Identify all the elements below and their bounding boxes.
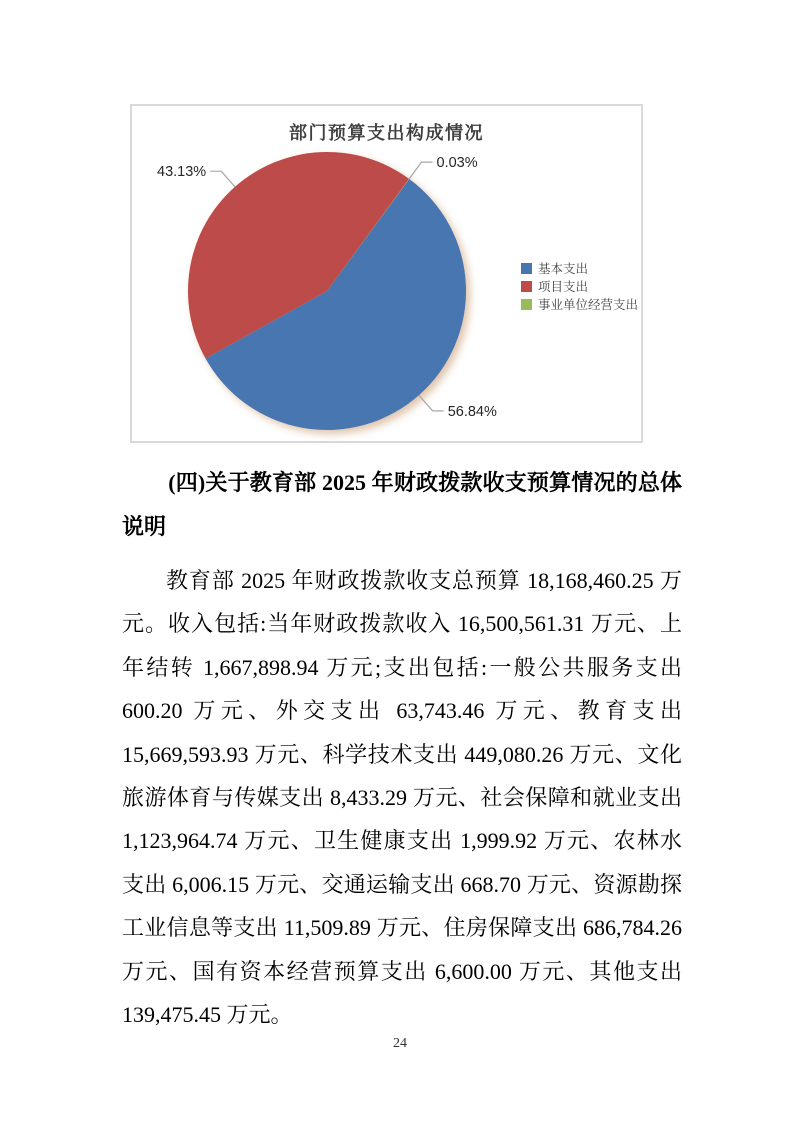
section-body <box>122 461 682 1036</box>
section-paragraph: 教育部 2025 年财政拨款收支总预算 18,168,460.25 万元。收入包括:当年财政拨款收入 16,500,561.31 万元、上年结转 1,667,898.94 万元;支出包括:一般公共服务支出 600.20 万元、外交支出 63,743.46 万元、教育支出 15,669,593.93 万元、科学技术支出 449,080.26 万元、文化旅游体育与传媒支出 8,433.29 万元、社会保障和就业支出 1,123,964.74 万元、卫生健康支出 1,999.92 万元、农林水支出 6,006.15 万元、交通运输支出 668.70 万元、资源勘探工业信息等支出 11,509.89 万元、住房保障支出 686,784.26 万元、国有资本经营预算支出 6,600.00 万元、其他支出 139,475.45 万元。 <box>122 568 682 1028</box>
legend-swatch-icon <box>521 299 532 310</box>
leader-line-基本支出 <box>419 395 444 411</box>
legend-item-基本支出 <box>521 259 638 277</box>
pie-chart-card <box>130 104 643 443</box>
chart-title: 部门预算支出构成情况 <box>289 123 484 143</box>
section-heading: (四)关于教育部 2025 年财政拨款收支预算情况的总体说明 <box>122 470 682 539</box>
legend-label: 事业单位经营支出 <box>538 298 639 312</box>
legend-label: 基本支出 <box>538 262 589 276</box>
legend-swatch-icon <box>521 263 532 274</box>
pie-value-label: 56.84% <box>447 403 497 420</box>
legend-label: 项目支出 <box>538 280 589 294</box>
page-number: 24 <box>393 1036 407 1051</box>
leader-line-事业单位经营支出 <box>409 162 432 179</box>
chart-legend <box>521 259 638 313</box>
legend-item-项目支出 <box>521 277 638 295</box>
pie-value-label: 0.03% <box>436 155 478 172</box>
legend-swatch-icon <box>521 281 532 292</box>
legend-item-事业单位经营支出 <box>521 295 638 313</box>
leader-line-项目支出 <box>210 171 235 187</box>
pie-value-label: 43.13% <box>157 164 207 181</box>
